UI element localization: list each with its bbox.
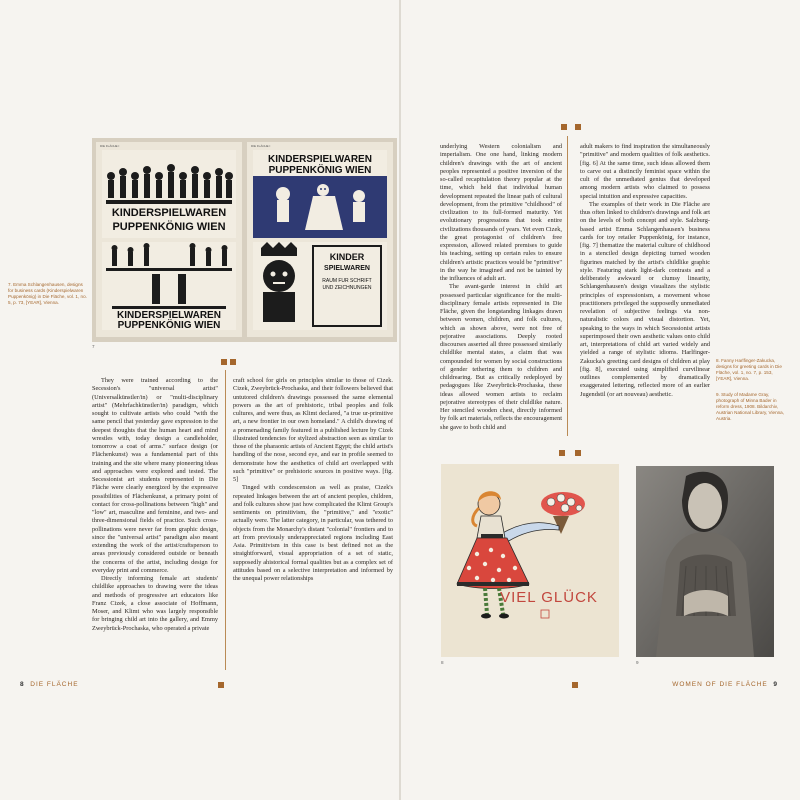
paragraph: adult makers to find inspiration the simultaneously "primitive" and modern qualities of folk aesthetics. [fig. 6] At the same time, such ideas allowed them to carve out a distinctly feminist space within the cult of the unmediated genius that developed among modern artists who claimed to possess special intuition and expressive capacities. <box>580 143 710 200</box>
column-marker <box>559 450 565 456</box>
column-marker <box>221 359 227 365</box>
plate3-line2: PUPPENKÖNIG WIEN <box>268 165 372 176</box>
figure-7-right-page <box>247 142 393 337</box>
paragraph: The avant-garde interest in child art possessed particular significance for the multi-disciplinary female artists represented in Die Fläche, given the longstanding linkages drawn between women, children, and folk cultures, which as shown above, were not free of pejorative associations. Deeply rooted discourses asserted all three possessed similarly childlike mental states, a claim that was compounded for women by social constructions of gender tethering them to children and childrearing. But as critically redeployed by pedagogues like Zweybrück-Prochaska, these ideas allowed women artists to reclaim pejorative stereotypes of their childlike nature. Her stenciled wooden chest, directly informed by folk art materials, reflects the encouragement she gave to both child and <box>440 283 562 431</box>
paragraph: The examples of their work in Die Fläche are thus often linked to children's drawings and folk art on the levels of both concept and style. Salzburg-based artist Emma Schlangenhausen's business cards for toy retailer Puppenkönig, for instance, [fig. 7] thematize the material culture of childhood in a stenciled design depicting turned wooden figurines matched by the artist's childlike graphic style. Featuring stark light-dark contrasts and a deliberately awkward or clumsy linearity, Schlangenhausen's design visualizes the stylistic principles of expressionism, a movement whose practitioners privileged the supposedly unmediated revelation of subjective feelings via non-naturalistic colors and visual distortion. Yet, speaking to the ways in which Secessionist artists superimposed their own aesthetic values onto child art, interpretations of child art varied widely and yielded a range of stylistic idioms. Harlfinger-Zakucka's greeting card designs of children at play [fig. 8], executed using simplified curvilinear outlines complemented by dramatically exaggerated lettering, reflected more of an earlier Jugendstil (or art nouveau) aesthetic. <box>580 200 710 398</box>
plate-puppenkoenig-2 <box>102 242 236 330</box>
figure-8-image <box>441 464 619 657</box>
book-gutter <box>399 0 401 800</box>
greeting-text: VIEL GLÜCK <box>500 589 598 606</box>
column-marker <box>575 450 581 456</box>
text-column-3 <box>440 143 562 432</box>
plate2-line2: PUPPENKÖNIG WIEN <box>117 320 221 330</box>
plate1-line1: KINDERSPIELWAREN <box>111 207 227 219</box>
figure-7-number: 7 <box>92 344 95 349</box>
caption-figure-7: 7. Emma Schlangenhausen, designs for business cards (Kinderspielwaren Puppenkönig) in Die Fläche, vol. 1, no. 5, p. 73, [YEAR], Vienna. <box>8 282 87 305</box>
plate-puppenkoenig-3 <box>253 150 387 238</box>
footer-left <box>20 681 79 688</box>
page-number-right: 9 <box>773 681 778 688</box>
figure-9-number: 9 <box>636 660 639 665</box>
running-title-left: DIE FLÄCHE <box>30 681 79 688</box>
caption-figure-8: 8. Fanny Harlfinger-Zakucka, designs for greeting cards in Die Fläche, vol. 1, no. 7, p. 153, [YEAR], Vienna. <box>716 358 782 381</box>
caption-figure-9: 9. Study of Madame Gray, photograph of Minna Bader in reform dress, 1908. Bildarchiv, Austrian National Library, Vienna, Austria. <box>716 392 785 421</box>
paragraph: Tinged with condescension as well as praise, Cizek's repeated linkages between the art of ancient peoples, children, and folk cultures show just how complicated the Klimt Group's sentiments on primitivism, the "primitive," and "exotic" actually were. The latter category, in particular, was tethered to objects from the Monarchy's distant "colonial" frontiers and to art from previously underappreciated regions including East Asia. Primitivism in this case is best defined not as the straightforward, visual appropriation of a set of static, supposedly ahistorical formal qualities but as a complex set of attitudes based on a selective interpretation and informed by the unequal power relationships <box>233 484 393 582</box>
viel-glueck-illustration <box>441 464 619 657</box>
figure-9-image <box>636 466 774 657</box>
column-marker <box>218 682 224 688</box>
column-marker <box>575 124 581 130</box>
figure-8-number: 8 <box>441 660 444 665</box>
plate3-line1: KINDERSPIELWAREN <box>268 154 372 165</box>
page-header-left: DIE FLÄCHE I <box>100 144 120 148</box>
paragraph: They were trained according to the Secession's "universal artist" (Universalkünstler/in) or "multi-disciplinary artist" (Mehrfachkünstler/in) paradigm, which sought to cultivate artists who could "with the same pencil that yesterday gave expression to the deepest thoughts that the human heart and mind wrestles with, today design a candleholder, tomorrow a coat of arms." surface design (or Flächenkunst) was a fundamental part of this training and the site where many pioneering ideas and approaches were explored and tested. The Secessionist art students represented in Die Fläche were clearly energized by the expressive possibilities of Flächenkunst, a primary point of contact for cross-pollinations between "high" and "low" art, masculine and feminine, and two- and three-dimensional fields of practice. Such cross-pollinations were never far from graphic design, since the "universal artist" paradigm also meant extending the work of the artist/craftsperson to areas previously considered outside or beneath the concerns of the artist, including design for everyday print and commerce. <box>92 377 218 574</box>
plate1-line2: PUPPENKÖNIG WIEN <box>112 221 226 233</box>
plate-puppenkoenig-1 <box>102 150 236 238</box>
figure-7-image <box>92 138 397 342</box>
page-header-right: DIE FLÄCHE I <box>251 144 271 148</box>
column-marker <box>561 124 567 130</box>
figure-7-left-page <box>96 142 242 337</box>
paragraph: Directly informing female art students' childlike approaches to drawing were the ideas and methods of progressive art educators like Franz Cizek, a close associate of Hoffmann, Moser, and Klimt who was largely responsible for bringing child art into the gallery, and Emmy Zweybrück-Prochaska, who operated a private <box>92 575 218 632</box>
text-column-1 <box>92 377 218 633</box>
text-column-4 <box>580 143 710 399</box>
plate-kinderspielwaren-4 <box>253 242 387 330</box>
plate4-line1: KINDER <box>329 252 365 262</box>
footer-right <box>672 681 778 688</box>
page-number-left: 8 <box>20 681 25 688</box>
plate4-line2: SPIELWAREN <box>324 265 370 272</box>
plate2-line1: KINDERSPIELWAREN <box>117 310 221 321</box>
portrait-photograph <box>636 466 774 657</box>
plate4-line3: RAUM FÜR SCHRIFT UND ZEICHNUNGEN <box>322 278 372 291</box>
column-marker <box>572 682 578 688</box>
column-rule <box>567 136 568 436</box>
column-marker <box>230 359 236 365</box>
running-title-right: WOMEN OF DIE FLÄCHE <box>672 681 768 688</box>
paragraph: craft school for girls on principles similar to those of Cizek. Cizek, Zweybrück-Prochaska, and their followers believed that untutored children's drawings possessed the same elemental powers as the art of prehistoric, tribal peoples and folk cultures, and were thus, as Klimt declared, "a true ur-primitive art, a new frontier in our own homeland." A child's drawing of a promenading family featured in a published lecture by Cizek illustrated tendencies for stylized abstraction seen as similar to those of the pharaonic artists of Ancient Egypt; the child artist's handling of the nose, second eye, and ear in profile seemed to demonstrate how the aesthetics of child art overlapped with such "primitive" or prehistoric sources in positive ways. [fig. 5] <box>233 377 393 483</box>
column-rule <box>225 370 226 670</box>
text-column-2 <box>233 377 393 583</box>
paragraph: underlying Western colonialism and imperialism. One one hand, linking modern children's drawings with the art of ancient peoples represented a positive inversion of the so-called recapitulation theory popular at the time, which held that individual human development repeated the linear path of cultural development, from the primitive "childhood" of civilization to its full-formed maturity. Yet evolutionary progressions that took entire civilizations thousands of years. Yet even Cizek, the great protagonist of children's free expression, allowed related premises to guide his teaching, setting up certain rules to ensure children's artistic practices would be "primitive" in the way he imagined and not be tainted by the influences of adult art. <box>440 143 562 282</box>
